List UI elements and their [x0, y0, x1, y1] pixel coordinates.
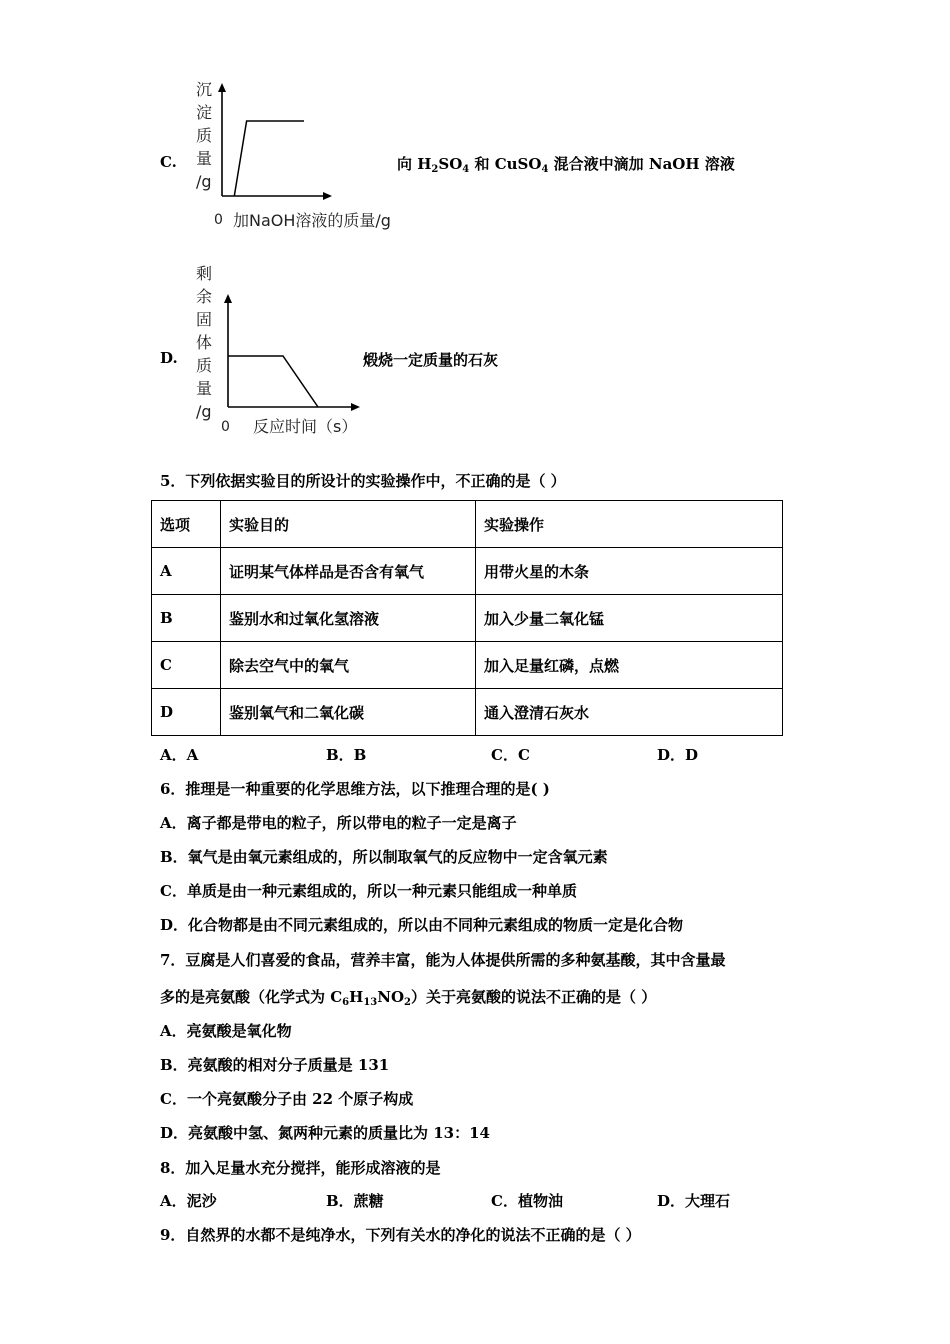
x-axis-label: 加NaOH溶液的质量/g	[233, 211, 391, 230]
q6-option-b[interactable]: B．氧气是由氧元素组成的，所以制取氧气的反应物中一定含氧元素	[160, 848, 608, 866]
y-axis-label-char: /g	[196, 172, 212, 191]
table-row	[152, 642, 783, 689]
table-cell: B	[152, 595, 221, 642]
q5-option-d[interactable]: D．D	[657, 746, 699, 764]
data-line	[234, 121, 304, 196]
table-cell: 加入少量二氧化锰	[476, 595, 783, 642]
table-header-cell: 实验操作	[476, 501, 783, 548]
q6-option-a[interactable]: A．离子都是带电的粒子，所以带电的粒子一定是离子	[160, 814, 517, 832]
y-axis-label-char: /g	[196, 402, 212, 421]
q7-option-a[interactable]: A．亮氨酸是氧化物	[160, 1022, 292, 1040]
option-c-description: 向 $H_2SO_4$ 和 CuSO$_4$ 混合液中滴加 NaOH 溶液	[397, 155, 735, 175]
y-axis-label-char: 剩	[196, 264, 213, 283]
table-cell: 加入足量红磷，点燃	[476, 642, 783, 689]
y-axis-label-char: 沉	[196, 80, 213, 99]
table-header-row	[152, 501, 783, 548]
y-axis-arrow	[224, 294, 232, 303]
table-header-cell: 实验目的	[221, 501, 476, 548]
y-axis-label-char: 质	[196, 356, 213, 375]
q7-stem-line1: 7．豆腐是人们喜爱的食品，营养丰富，能为人体提供所需的多种氨基酸，其中含量最	[160, 951, 726, 969]
y-axis-label-char: 质	[196, 126, 213, 145]
q8-option-b[interactable]: B．蔗糖	[326, 1192, 384, 1210]
table-cell: 用带火星的木条	[476, 548, 783, 595]
table-cell: 除去空气中的氧气	[221, 642, 476, 689]
table-cell: 鉴别水和过氧化氢溶液	[221, 595, 476, 642]
x-axis-arrow	[351, 403, 360, 411]
q8-stem: 8．加入足量水充分搅拌，能形成溶液的是	[160, 1159, 441, 1177]
y-axis-label-char: 固	[196, 310, 213, 329]
q7-option-b[interactable]: B．亮氨酸的相对分子质量是 131	[160, 1056, 390, 1074]
q7-option-d[interactable]: D．亮氨酸中氢、氮两种元素的质量比为 13：14	[160, 1124, 490, 1142]
origin-label: 0	[214, 212, 223, 228]
q5-option-b[interactable]: B．B	[326, 746, 367, 764]
table-cell: 鉴别氧气和二氧化碳	[221, 689, 476, 736]
q5-option-a[interactable]: A．A	[160, 746, 199, 764]
q8-option-d[interactable]: D．大理石	[657, 1192, 731, 1210]
q8-option-c[interactable]: C．植物油	[491, 1192, 563, 1210]
table-cell: 证明某气体样品是否含有氧气	[221, 548, 476, 595]
q5-option-c[interactable]: C．C	[491, 746, 530, 764]
table-cell: A	[152, 548, 221, 595]
table-header-cell: 选项	[152, 501, 221, 548]
y-axis-arrow	[218, 83, 226, 92]
q8-option-a[interactable]: A．泥沙	[160, 1192, 217, 1210]
option-c-label: C.	[160, 153, 177, 171]
data-line	[228, 356, 318, 407]
option-d-label: D.	[160, 349, 178, 367]
chart-d	[190, 262, 390, 442]
y-axis-label-char: 量	[196, 149, 213, 168]
table-row	[152, 548, 783, 595]
q9-stem: 9．自然界的水都不是纯净水，下列有关水的净化的说法不正确的是（ ）	[160, 1226, 641, 1244]
q6-option-c[interactable]: C．单质是由一种元素组成的，所以一种元素只能组成一种单质	[160, 882, 577, 900]
table-cell: D	[152, 689, 221, 736]
chart-c	[190, 75, 410, 235]
q5-table	[151, 500, 783, 736]
q5-stem: 5．下列依据实验目的所设计的实验操作中，不正确的是（ ）	[160, 472, 566, 490]
table-cell: 通入澄清石灰水	[476, 689, 783, 736]
table-row	[152, 595, 783, 642]
x-axis-label: 反应时间（s）	[253, 417, 358, 436]
x-axis-arrow	[323, 192, 332, 200]
origin-label: 0	[221, 419, 230, 435]
table-cell: C	[152, 642, 221, 689]
q6-stem: 6．推理是一种重要的化学思维方法，以下推理合理的是( )	[160, 780, 550, 798]
q7-option-c[interactable]: C．一个亮氨酸分子由 22 个原子构成	[160, 1090, 414, 1108]
y-axis-label-char: 余	[196, 287, 213, 306]
y-axis-label-char: 体	[196, 333, 213, 352]
option-d-description: 煅烧一定质量的石灰	[363, 351, 499, 369]
q6-option-d[interactable]: D．化合物都是由不同元素组成的，所以由不同种元素组成的物质一定是化合物	[160, 916, 684, 934]
y-axis-label-char: 淀	[196, 103, 213, 122]
q7-stem-line2: 多的是亮氨酸（化学式为 $C_6H_{13}NO_2$）关于亮氨酸的说法不正确的是（ ）	[160, 988, 657, 1008]
y-axis-label-char: 量	[196, 379, 213, 398]
table-row	[152, 689, 783, 736]
